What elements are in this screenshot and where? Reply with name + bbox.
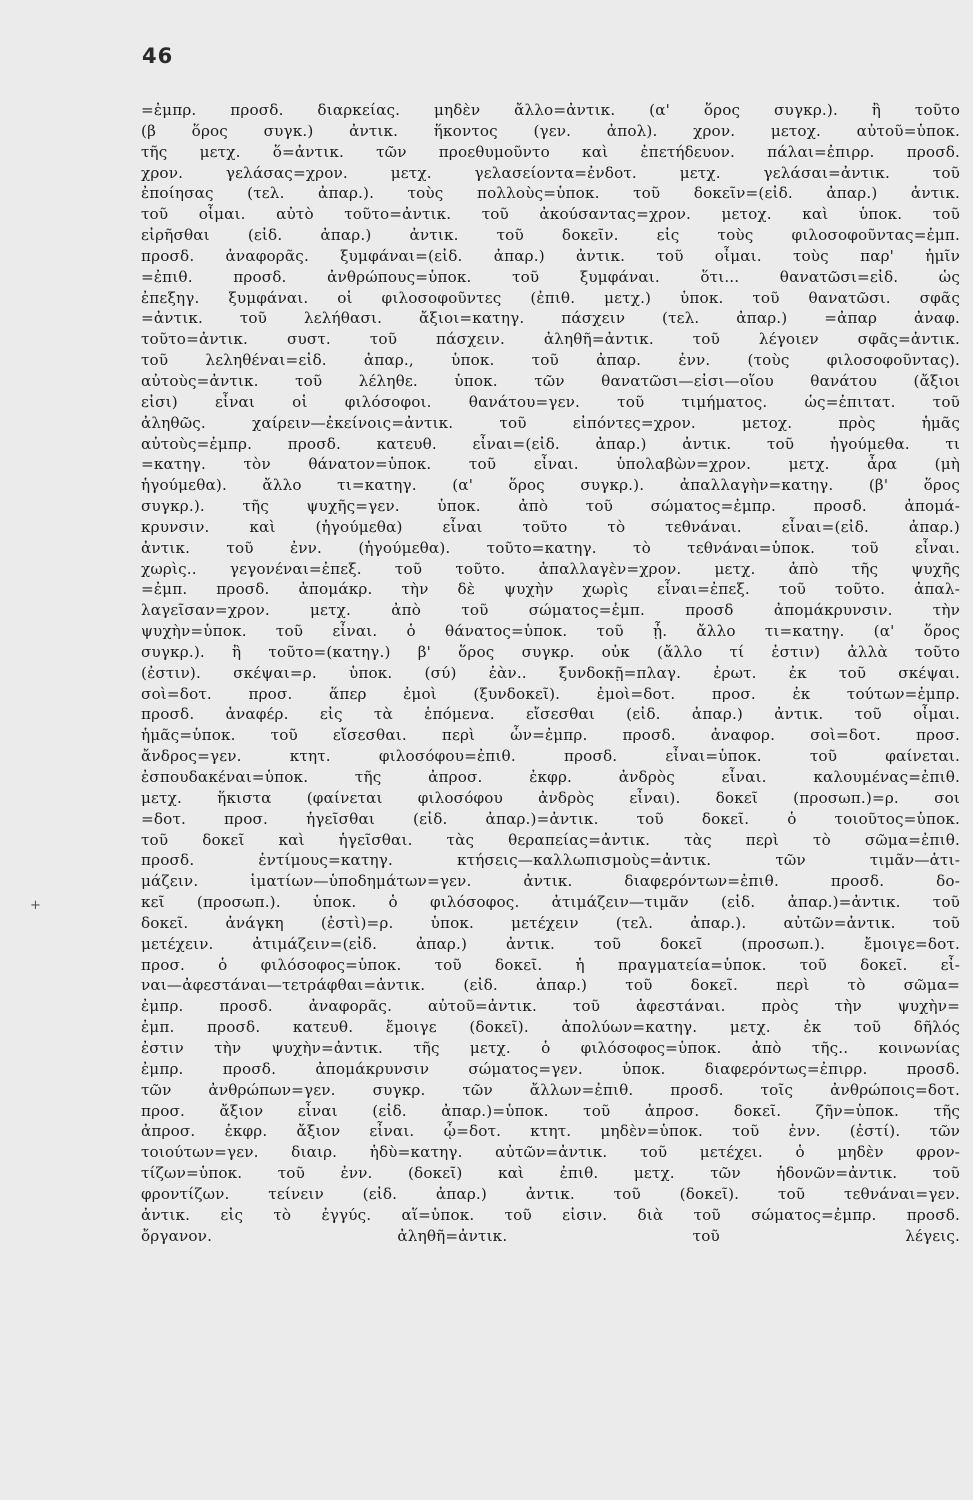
text-line: φροντίζων. τείνειν (εἰδ. ἀπαρ.) ἀντικ. τοῦ (δοκεῖ). τοῦ τεθνάναι=γεν.	[141, 1184, 960, 1203]
text-line: προσδ. ἐντίμους=κατηγ. κτήσεις—καλλωπισμοὺς=ἀντικ. τῶν τιμᾶν—ἀτι-	[141, 851, 960, 870]
text-line: =κατηγ. τὸν θάνατον=ὑποκ. τοῦ εἶναι. ὑπολαβὼν=χρον. μετχ. ἆρα (μὴ	[141, 455, 960, 474]
text-line: ἐποίησας (τελ. ἀπαρ.). τοὺς πολλοὺς=ὑποκ. τοῦ δοκεῖν=(εἰδ. ἀπαρ.) ἀντικ.	[141, 184, 960, 203]
text-line: τοῦ οἶμαι. αὐτὸ τοῦτο=ἀντικ. τοῦ ἀκούσαντας=χρον. μετοχ. καὶ ὑποκ. τοῦ	[141, 205, 960, 224]
text-line: εἰσι) εἶναι οἱ φιλόσοφοι. θανάτου=γεν. τοῦ τιμήματος. ὡς=ἐπιτατ. τοῦ	[141, 392, 960, 411]
text-line: ἐπεξηγ. ξυμφάναι. οἱ φιλοσοφοῦντες (ἐπιθ. μετχ.) ὑποκ. τοῦ θανατῶσι. σφᾶς	[141, 288, 960, 307]
margin-mark: +	[30, 898, 41, 913]
text-line: αὐτοὺς=ἀντικ. τοῦ λέληθε. ὑποκ. τῶν θανατῶσι—εἰσι—οἵου θανάτου (ἄξιοι	[141, 371, 960, 390]
text-line: ἐμπρ. προσδ. ἀπομάκρυνσιν σώματος=γεν. ὑποκ. διαφερόντως=ἐπιρρ. προσδ.	[141, 1059, 960, 1078]
text-line: τοῦτο=ἀντικ. συστ. τοῦ πάσχειν. ἀληθῆ=ἀντικ. τοῦ λέγοιεν σφᾶς=ἀντικ.	[141, 330, 960, 349]
text-line: συγκρ.). ἢ τοῦτο=(κατηγ.) β' ὅρος συγκρ. οὐκ (ἄλλο τί ἐστιν) ἀλλὰ τοῦτο	[141, 642, 960, 661]
text-line: ἄνδρος=γεν. κτητ. φιλοσόφου=ἐπιθ. προσδ. εἶναι=ὑποκ. τοῦ φαίνεται.	[141, 747, 960, 766]
text-line: τῶν ἀνθρώπων=γεν. συγκρ. τῶν ἄλλων=ἐπιθ. προσδ. τοῖς ἀνθρώποις=δοτ.	[141, 1080, 960, 1099]
text-line: ναι—ἀφεστάναι—τετράφθαι=ἀντικ. (εἰδ. ἀπαρ.) τοῦ δοκεῖ. περὶ τὸ σῶμα=	[141, 976, 960, 995]
text-line: ἐστιν τὴν ψυχὴν=ἀντικ. τῆς μετχ. ὁ φιλόσοφος=ὑποκ. ἀπὸ τῆς.. κοινωνίας	[141, 1038, 960, 1057]
text-line: σοὶ=δοτ. προσ. ἅπερ ἐμοὶ (ξυνδοκεῖ). ἐμοὶ=δοτ. προσ. ἐκ τούτων=ἐμπρ.	[141, 684, 960, 703]
text-line: προσ. ἄξιον εἶναι (εἰδ. ἀπαρ.)=ὑποκ. τοῦ ἀπροσ. δοκεῖ. ζῆν=ὑποκ. τῆς	[141, 1101, 960, 1120]
text-line: ἡγούμεθα). ἄλλο τι=κατηγ. (α' ὅρος συγκρ.). ἀπαλλαγὴν=κατηγ. (β' ὅρος	[141, 476, 960, 495]
text-line: χωρὶς.. γεγονέναι=ἐπεξ. τοῦ τοῦτο. ἀπαλλαγὲν=χρον. μετχ. ἀπὸ τῆς ψυχῆς	[141, 559, 960, 578]
text-line: συγκρ.). τῆς ψυχῆς=γεν. ὑποκ. ἀπὸ τοῦ σώματος=ἐμπρ. προσδ. ἀπομά-	[141, 497, 960, 516]
page-number: 46	[142, 44, 174, 68]
text-line: ἐσπουδακέναι=ὑποκ. τῆς ἀπροσ. ἐκφρ. ἀνδρὸς εἶναι. καλουμένας=ἐπιθ.	[141, 768, 960, 786]
text-line: ἀληθῶς. χαίρειν—ἐκείνοις=ἀντικ. τοῦ εἰπόντες=χρον. μετοχ. πρὸς ἡμᾶς	[141, 413, 960, 432]
text-body	[141, 100, 960, 1267]
text-line: εἰρῆσθαι (εἰδ. ἀπαρ.) ἀντικ. τοῦ δοκεῖν. εἰς τοὺς φιλοσοφοῦντας=ἐμπ.	[141, 226, 960, 245]
text-line: =ἐμπ. προσδ. ἀπομάκρ. τὴν δὲ ψυχὴν χωρὶς εἶναι=ἐπεξ. τοῦ τοῦτο. ἀπαλ-	[141, 580, 960, 599]
text-line: ἀπροσ. ἐκφρ. ἄξιον εἶναι. ᾧ=δοτ. κτητ. μηδὲν=ὑποκ. τοῦ ἐνν. (ἐστί). τῶν	[141, 1122, 960, 1141]
text-line: τῆς μετχ. ὅ=ἀντικ. τῶν προεθυμοῦντο καὶ ἐπετήδευον. πάλαι=ἐπιρρ. προσδ.	[141, 142, 960, 161]
text-line: (β ὅρος συγκ.) ἀντικ. ἥκοντος (γεν. ἀπολ). χρον. μετοχ. αὐτοῦ=ὑποκ.	[141, 121, 960, 140]
text-line: ἐμπ. προσδ. κατευθ. ἔμοιγε (δοκεῖ). ἀπολύων=κατηγ. μετχ. ἐκ τοῦ δῆλός	[141, 1018, 960, 1037]
text-line	[141, 1246, 960, 1267]
text-line: τοῦ λεληθέναι=εἰδ. ἀπαρ., ὑποκ. τοῦ ἀπαρ. ἐνν. (τοὺς φιλοσοφοῦντας).	[141, 351, 960, 370]
text-line: κρυνσιν. καὶ (ἡγούμεθα) εἶναι τοῦτο τὸ τεθνάναι. εἶναι=(εἰδ. ἀπαρ.)	[141, 517, 960, 536]
text-line: τοῦ δοκεῖ καὶ ἡγεῖσθαι. τὰς θεραπείας=ἀντικ. τὰς περὶ τὸ σῶμα=ἐπιθ.	[141, 830, 960, 849]
text-line: =δοτ. προσ. ἡγεῖσθαι (εἰδ. ἀπαρ.)=ἀντικ. τοῦ δοκεῖ. ὁ τοιοῦτος=ὑποκ.	[141, 809, 960, 828]
text-line: μετχ. ἥκιστα (φαίνεται φιλοσόφου ἀνδρὸς εἶναι). δοκεῖ (προσωπ.)=ρ. σοι	[141, 788, 960, 807]
text-line: προσδ. ἀναφέρ. εἰς τὰ ἑπόμενα. εἴσεσθαι (εἰδ. ἀπαρ.) ἀντικ. τοῦ οἶμαι.	[141, 705, 960, 724]
text-line: =ἐπιθ. προσδ. ἀνθρώπους=ὑποκ. τοῦ ξυμφάναι. ὅτι... θανατῶσι=εἰδ. ὡς	[141, 267, 960, 286]
text-line: ἀντικ. τοῦ ἐνν. (ἡγούμεθα). τοῦτο=κατηγ. τὸ τεθνάναι=ὑποκ. τοῦ εἶναι.	[141, 538, 960, 557]
text-line: ψυχὴν=ὑποκ. τοῦ εἶναι. ὁ θάνατος=ὑποκ. τοῦ ᾖ. ἄλλο τι=κατηγ. (α' ὅρος	[141, 622, 960, 641]
text-line: ἀντικ. εἰς τὸ ἐγγύς. αἵ=ὑποκ. τοῦ εἰσιν. διὰ τοῦ σώματος=ἐμπρ. προσδ.	[141, 1205, 960, 1224]
text-line: δοκεῖ. ἀνάγκη (ἐστὶ)=ρ. ὑποκ. μετέχειν (τελ. ἀπαρ.). αὐτῶν=ἀντικ. τοῦ	[141, 913, 960, 932]
text-line: τίζων=ὑποκ. τοῦ ἐνν. (δοκεῖ) καὶ ἐπιθ. μετχ. τῶν ἡδονῶν=ἀντικ. τοῦ	[141, 1164, 960, 1183]
text-line: μάζειν. ἱματίων—ὑποδημάτων=γεν. ἀντικ. διαφερόντων=ἐπιθ. προσδ. δο-	[141, 872, 960, 891]
text-line: αὐτοὺς=ἐμπρ. προσδ. κατευθ. εἶναι=(εἰδ. ἀπαρ.) ἀντικ. τοῦ ἡγούμεθα. τι	[141, 434, 960, 453]
text-line: ὄργανον. ἀληθῆ=ἀντικ. τοῦ λέγεις.	[141, 1226, 960, 1245]
text-line: μετέχειν. ἀτιμάζειν=(εἰδ. ἀπαρ.) ἀντικ. τοῦ δοκεῖ (προσωπ.). ἔμοιγε=δοτ.	[141, 934, 960, 953]
text-line: ἐμπρ. προσδ. ἀναφορᾶς. αὐτοῦ=ἀντικ. τοῦ ἀφεστάναι. πρὸς τὴν ψυχὴν=	[141, 997, 960, 1016]
text-line: χρον. γελάσας=χρον. μετχ. γελασείοντα=ἐνδοτ. μετχ. γελάσαι=ἀντικ. τοῦ	[141, 163, 960, 182]
text-line: τοιούτων=γεν. διαιρ. ἡδὺ=κατηγ. αὐτῶν=ἀντικ. τοῦ μετέχει. ὁ μηδὲν φρον-	[141, 1143, 960, 1162]
text-line: προσδ. ἀναφορᾶς. ξυμφάναι=(εἰδ. ἀπαρ.) ἀντικ. τοῦ οἶμαι. τοὺς παρ' ἡμῖν	[141, 246, 960, 265]
text-line: λαγεῖσαν=χρον. μετχ. ἀπὸ τοῦ σώματος=ἐμπ. προσδ ἀπομάκρυνσιν. τὴν	[141, 601, 960, 620]
text-line: προσ. ὁ φιλόσοφος=ὑποκ. τοῦ δοκεῖ. ἡ πραγματεία=ὑποκ. τοῦ δοκεῖ. εἶ-	[141, 955, 960, 974]
text-line: =ἀντικ. τοῦ λελήθασι. ἄξιοι=κατηγ. πάσχειν (τελ. ἀπαρ.) =ἀπαρ ἀναφ.	[141, 309, 960, 328]
text-line: =ἐμπρ. προσδ. διαρκείας. μηδὲν ἄλλο=ἀντικ. (α' ὅρος συγκρ.). ἢ τοῦτο	[141, 101, 960, 119]
text-line: (ἐστιν). σκέψαι=ρ. ὑποκ. (σύ) ἐὰν.. ξυνδοκῇ=πλαγ. ἐρωτ. ἐκ τοῦ σκέψαι.	[141, 663, 960, 682]
text-line: κεῖ (προσωπ.). ὑποκ. ὁ φιλόσοφος. ἀτιμάζειν—τιμᾶν (εἰδ. ἀπαρ.)=ἀντικ. τοῦ	[141, 893, 960, 912]
text-line: ἡμᾶς=ὑποκ. τοῦ εἴσεσθαι. περὶ ὧν=ἐμπρ. προσδ. ἀναφορ. σοὶ=δοτ. προσ.	[141, 726, 960, 745]
